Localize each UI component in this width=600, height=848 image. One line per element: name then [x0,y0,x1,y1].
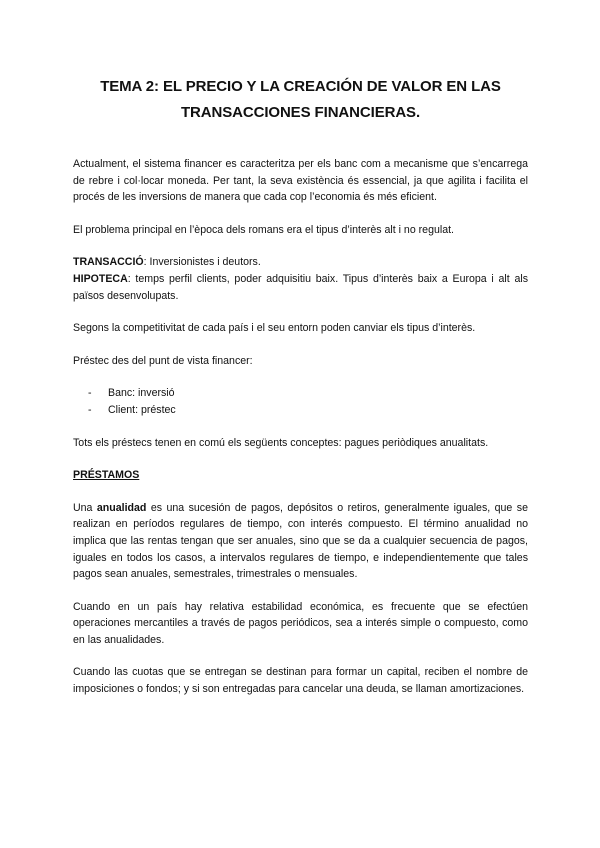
list-item: - Banc: inversió [88,385,528,402]
anualidad-term: anualidad [96,501,147,514]
paragraph-prestec: Préstec des del punt de vista financer: [73,354,253,367]
hipoteca-text: : temps perfil clients, poder adquisitiu baix. Tipus d’interès baix a Europa i alt als països desenvolupats. [73,272,528,302]
page-title [73,74,528,126]
paragraph-anualidad [73,500,528,583]
paragraph-hipoteca [73,271,528,304]
paragraph-conceptes: Tots els préstecs tenen en comú els següents conceptes: pagues periòdiques anualitats. [73,436,489,449]
transaccio-text: : Inversionistes i deutors. [143,256,261,269]
title-line-2: TRANSACCIONES FINANCIERAS. [180,104,421,121]
paragraph-competitivitat: Segons la competitivitat de cada país i el seu entorn poden canviar els tipus d’interès. [73,322,476,335]
list-item: - Client: préstec [88,402,528,419]
paragraph-cuotas: Cuando las cuotas que se entregan se destinan para formar un capital, reciben el nombre de imposiciones o fondos; y si son entregadas para cancelar una deuda, se llaman amortizaciones. [73,666,528,696]
paragraph-intro: Actualment, el sistema financer es caracteritza per els banc com a mecanisme que s’encarrega de rebre i col·locar moneda. Per tant, la seva existència és essencial, ja que agilita i facilita el procés de les inversions de manera que cada cop l’economia és més eficient. [73,158,528,204]
title-line-1: TEMA 2: EL PRECIO Y LA CREACIÓN DE VALOR EN LAS [100,78,501,95]
paragraph-romans: El problema principal en l’època dels romans era el tipus d’interès alt i no regulat. [73,223,454,236]
section-heading-prestamos: PRÉSTAMOS [73,469,140,482]
anualidad-post: es una sucesión de pagos, depósitos o retiros, generalmente iguales, que se realizan en períodos regulares de tiempo, con interés compuesto. El término anualidad no implica que las rentas tengan que ser anuales, sino que se da a cualquier secuencia de pagos, iguales en todos los casos, a intervalos regulares de tiempo, e independientemente que tales pagos sean anuales, semestrales, trimestrales o mensuales. [73,501,528,581]
transaccio-label: TRANSACCIÓ [73,256,144,269]
anualidad-pre: Una [73,501,97,514]
paragraph-transaccio [73,254,528,271]
hipoteca-label: HIPOTECA [73,272,128,285]
prestec-list [73,385,528,418]
paragraph-estabilidad: Cuando en un país hay relativa estabilidad económica, es frecuente que se efectúen operaciones mercantiles a través de pagos periódicos, sea a interés simple o compuesto, como en las anualidades. [73,600,528,646]
